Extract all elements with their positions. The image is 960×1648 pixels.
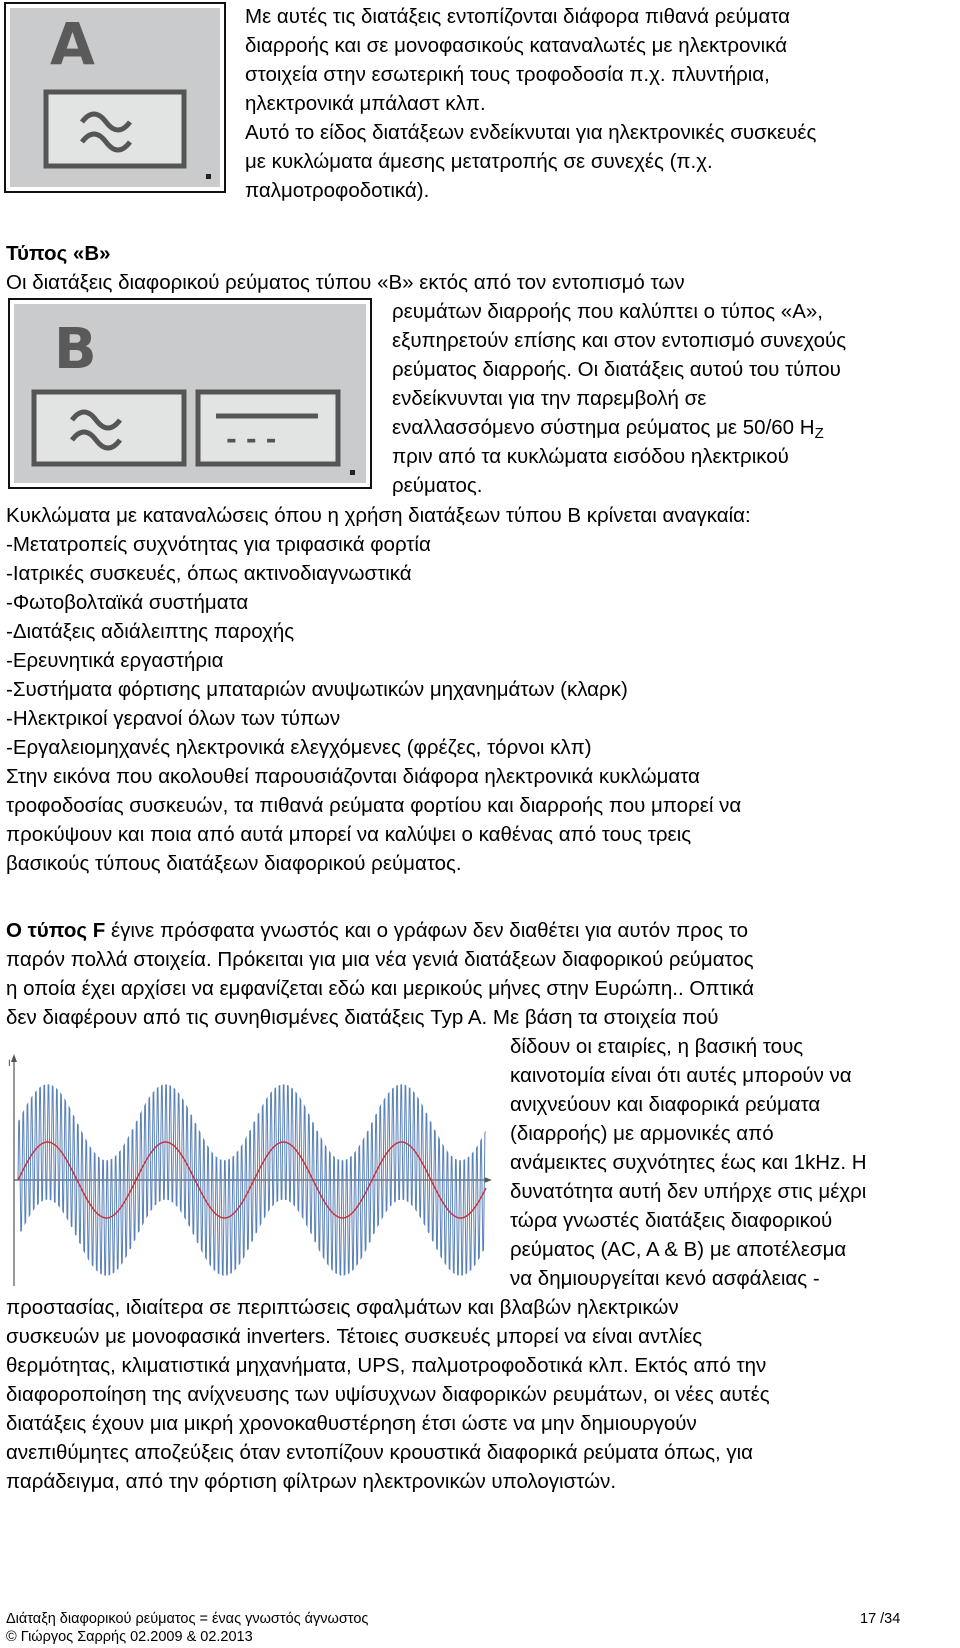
text-line: με κυκλώματα άμεσης μετατροπής σε συνεχές (π.χ.	[245, 150, 713, 173]
symbol-a-letter: A	[50, 10, 95, 78]
text-line: προστασίας, ιδιαίτερα σε περιπτώσεις σφαλμάτων και βλαβών ηλεκτρικών	[6, 1296, 679, 1319]
list-item: -Διατάξεις αδιάλειπτης παροχής	[6, 620, 295, 643]
text-line: παρόν πολλά στοιχεία. Πρόκειται για μια νέα γενιά διατάξεων διαφορικού ρεύματος	[6, 948, 754, 971]
text-line: ανεπιθύμητες αποζεύξεις όταν εντοπίζουν κρουστικά διαφορικά ρεύματα όπως, για	[6, 1441, 754, 1464]
text-line: προκύψουν και ποια από αυτά μπορεί να καλύψει ο καθένας από τους τρεις	[6, 823, 692, 846]
x-axis-arrow-icon	[484, 1177, 492, 1183]
type-b-heading: Τύπος «B»	[6, 242, 111, 265]
text-line: να δημιουργείται κενό ασφάλειας -	[510, 1267, 820, 1290]
y-axis-arrow-icon	[11, 1054, 17, 1062]
text-line: στοιχεία στην εσωτερική τους τροφοδοσία π.χ. πλυντήρια,	[245, 63, 770, 86]
text-line: ενδείκνυνται για την παρεμβολή σε	[392, 387, 707, 410]
list-item: -Ερευνητικά εργαστήρια	[6, 649, 224, 672]
list-intro: Κυκλώματα με καταναλώσεις όπου η χρήση διατάξεων τύπου B κρίνεται αναγκαία:	[6, 504, 751, 527]
text-line: δίδουν οι εταιρίες, η βασική τους	[510, 1035, 804, 1058]
text-line: Με αυτές τις διατάξεις εντοπίζονται διάφορα πιθανά ρεύματα	[245, 5, 790, 28]
symbol-a-graphic	[10, 8, 220, 187]
hz-subscript: Z	[814, 425, 824, 442]
text-line: ρευμάτων διαρροής που καλύπτει ο τύπος «A»,	[392, 300, 823, 323]
type-f-term: τύπος F	[27, 919, 106, 942]
footer-title: Διάταξη διαφορικού ρεύματος = ένας γνωστός άγνωστος	[6, 1611, 369, 1627]
text-line: συσκευών με μονοφασικά inverters. Τέτοιες συσκευές μπορεί να είναι αντλίες	[6, 1325, 703, 1348]
text-line: πριν από τα κυκλώματα εισόδου ηλεκτρικού	[392, 445, 789, 468]
text-line: παλμοτροφοδοτικά).	[245, 179, 430, 202]
symbol-b-graphic	[14, 304, 366, 483]
axis-label: I	[8, 1059, 11, 1069]
text-line: εξυπηρετούν επίσης και στον εντοπισμό συνεχούς	[392, 329, 847, 352]
text-line: διαρροής και σε μονοφασικούς καταναλωτές με ηλεκτρονικά	[245, 34, 788, 57]
symbol-b-letter: B	[54, 317, 97, 382]
list-item: -Ηλεκτρικοί γερανοί όλων των τύπων	[6, 707, 341, 730]
text-line: ρεύματος.	[392, 474, 483, 497]
type-f-lead-o: Ο	[6, 919, 22, 942]
text-line: Αυτό το είδος διατάξεων ενδείκνυται για ηλεκτρονικές συσκευές	[245, 121, 817, 144]
text-line: Στην εικόνα που ακολουθεί παρουσιάζονται διάφορα ηλεκτρονικά κυκλώματα	[6, 765, 700, 788]
waveform-graphic	[6, 1052, 492, 1290]
frequency-text: εναλλασσόμενο σύστημα ρεύματος με 50/60 H	[392, 416, 815, 439]
text-line: (διαρροής) με αρμονικές από	[510, 1122, 774, 1145]
page-number: 17 /34	[860, 1611, 901, 1627]
list-item: -Μετατροπείς συχνότητας για τριφασικά φορτία	[6, 533, 431, 556]
list-item: -Ιατρικές συσκευές, όπως ακτινοδιαγνωστικά	[6, 562, 412, 585]
symbol-a-figure	[4, 2, 226, 193]
list-item: -Συστήματα φόρτισης μπαταριών ανυψωτικών μηχανημάτων (κλαρκ)	[6, 678, 628, 701]
text-line	[392, 413, 824, 444]
list-item: -Εργαλειομηχανές ηλεκτρονικά ελεγχόμενες (φρέζες, τόρνοι κλπ)	[6, 736, 592, 759]
text-line: δυνατότητα αυτή δεν υπήρχε στις μέχρι	[510, 1180, 867, 1203]
type-b-first-line: Οι διατάξεις διαφορικού ρεύματος τύπου «B» εκτός από τον εντοπισμό των	[6, 271, 685, 294]
text-line: βασικούς τύπους διατάξεων διαφορικού ρεύματος.	[6, 852, 462, 875]
text-line: η οποία έχει αρχίσει να εμφανίζεται εδώ και μερικούς μήνες στην Ευρώπη.. Οπτικά	[6, 977, 754, 1000]
waveform-figure	[6, 1052, 492, 1290]
text-line	[6, 916, 748, 945]
text-line: τροφοδοσίας συσκευών, τα πιθανά ρεύματα φορτίου και διαρροής που μπορεί να	[6, 794, 742, 817]
text-line: θερμότητας, κλιματιστικά μηχανήματα, UPS, παλμοτροφοδοτικά κλπ. Εκτός από την	[6, 1354, 767, 1377]
symbol-b-figure	[8, 298, 372, 489]
text-line: ηλεκτρονικά μπάλαστ κλπ.	[245, 92, 486, 115]
text-line: διαφοροποίηση της ανίχνευσης των υψίσυχνων διαφορικών ρευμάτων, οι νέες αυτές	[6, 1383, 770, 1406]
list-item: -Φωτοβολταϊκά συστήματα	[6, 591, 249, 614]
text-line: διατάξεις έχουν μια μικρή χρονοκαθυστέρηση έτσι ώστε να μην δημιουργούν	[6, 1412, 697, 1435]
text-line: καινοτομία είναι ότι αυτές μπορούν να	[510, 1064, 852, 1087]
text-line: δεν διαφέρουν από τις συνηθισμένες διατάξεις Typ A. Με βάση τα στοιχεία πού	[6, 1006, 719, 1029]
type-f-line1-rest: έγινε πρόσφατα γνωστός και ο γράφων δεν διαθέτει για αυτόν προς το	[105, 919, 748, 942]
text-line: ανιχνεύουν και διαφορικά ρεύματα	[510, 1093, 821, 1116]
footer-copyright: © Γιώργος Σαρρής 02.2009 & 02.2013	[6, 1629, 253, 1645]
text-line: ρεύματος (AC, A & B) με αποτέλεσμα	[510, 1238, 847, 1261]
text-line: τώρα γνωστές διατάξεις διαφορικού	[510, 1209, 833, 1232]
text-line: ρεύματος διαρροής. Οι διατάξεις αυτού του τύπου	[392, 358, 841, 381]
text-line: παράδειγμα, από την φόρτιση φίλτρων ηλεκτρονικών υπολογιστών.	[6, 1470, 617, 1493]
symbol-b-dc-dashes: - - -	[226, 425, 277, 455]
text-line: ανάμεικτες συχνότητες έως και 1kHz. Η	[510, 1151, 867, 1174]
